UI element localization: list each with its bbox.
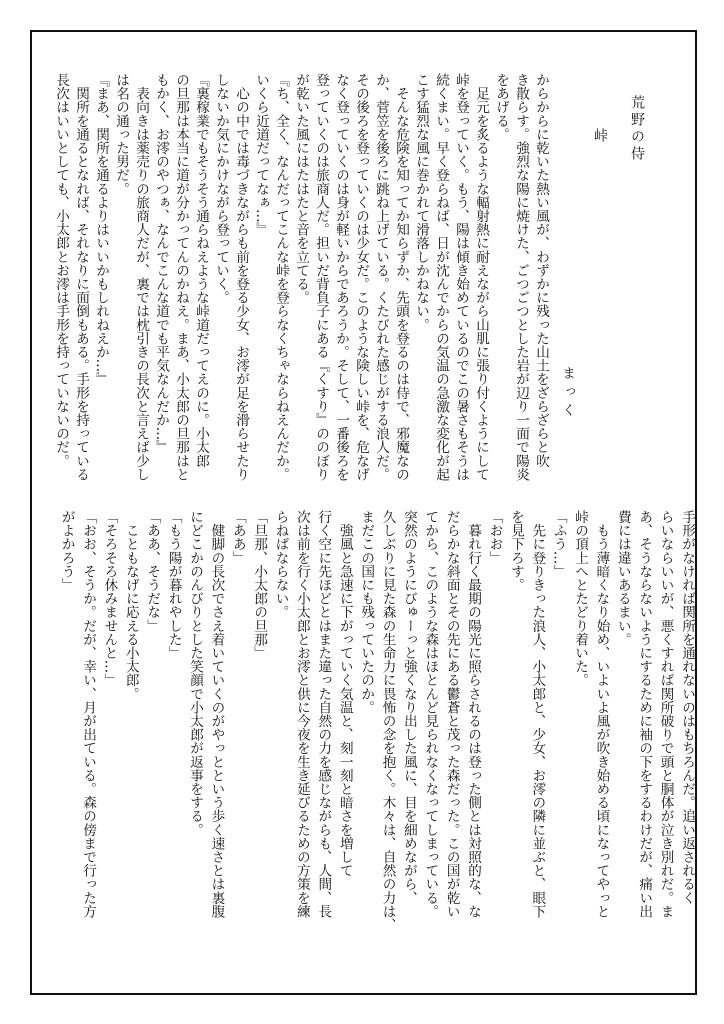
text-column: 「ああ」 xyxy=(229,510,246,565)
text-column: こともなげに応える小太郎。 xyxy=(122,510,139,701)
text-column: 長次はいいとしても、小太郎とお澪は手形を持っていないのだ。 xyxy=(53,73,69,468)
text-column: こす猛烈な風に巻かれて滑落しかねない。 xyxy=(413,73,429,332)
text-column: にどこかのんびりとした笑顔で小太郎が返事をする。 xyxy=(187,510,204,837)
text-column: き散らす。強烈な陽に焼けた、ごつごつとした岩が辺り一面で陽炎 xyxy=(513,73,529,481)
text-column: 「おお、そうか。だが、幸い、月が出ている。森の傍まで行った方 xyxy=(80,510,97,918)
lower-text-block xyxy=(55,510,697,940)
text-column: 関所を通るとなれば、それなりに面倒もある。手形を持っている xyxy=(73,73,89,481)
text-column: 心の中では毒づきながらも前を登る少女、お澪が足を滑らせたり xyxy=(233,73,249,481)
text-column: もう薄暗くなり始め、いよいよ風が吹き始める頃になってやっと xyxy=(593,510,610,918)
text-column: 強風と急速に下がっていく気温と、刻一刻と暗さを増して xyxy=(336,510,353,878)
text-column: か、菅笠を後ろに跳ね上げている。くたびれた感じがする浪人だ。 xyxy=(373,73,389,481)
text-column: 次は前を行く小太郎とお澪と供に今夜を生き延びるための方策を練 xyxy=(293,510,310,918)
text-column: 久しぶりに見た森の生命力に畏怖の念を抱く。木々は、自然の力は、 xyxy=(379,510,396,932)
text-column: 「旦那、小太郎の旦那」 xyxy=(251,510,268,660)
text-column: あ、そうならないようにするために袖の下をするわけだが、痛い出 xyxy=(636,510,653,918)
text-column: 登っていくのは旅商人だ。担いだ背負子にある『くすり』ののぼり xyxy=(313,73,329,481)
text-column: 健脚の長次でさえ着いていくのがやっとという歩く速さとは裏腹 xyxy=(208,510,225,918)
story-title: 荒野の侍 xyxy=(629,95,645,163)
text-column: は名の通った男だ。 xyxy=(113,73,129,196)
text-column: 『ち、全く、なんだってこんな峠を登らなくちゃならねえんだか。 xyxy=(273,73,289,481)
text-column: 足元を炙るような輻射熱に耐えながら山肌に張り付くようにして xyxy=(473,73,489,481)
text-column: 峠の頂上へとたどり着いた。 xyxy=(572,510,589,687)
text-column: らいならいいが、悪くすれば関所破りで頭と胴体が泣き別れだ。ま xyxy=(657,510,674,918)
text-column: 「ふう…」 xyxy=(550,510,567,578)
text-column: がよかろう」 xyxy=(58,510,75,592)
text-column: 続くまい。早く登らねば、日が沈んでからの気温の急激な変化が起 xyxy=(433,73,449,481)
text-column: 「そろそろ休みませんと…」 xyxy=(101,510,118,687)
text-column: 「もう陽が暮れやした」 xyxy=(165,510,182,660)
text-column: いくら近道だってなぁ…』 xyxy=(253,73,269,237)
text-column: 暮れ行く最期の陽光に照らされるのは登った側とは対照的な、な xyxy=(465,510,482,918)
text-column: そんな危険を知ってか知らずか、先頭を登るのは侍で、邪魔なの xyxy=(393,73,409,481)
text-column: らねばならない。 xyxy=(272,510,289,619)
text-column: を見下ろす。 xyxy=(507,510,524,592)
text-column: もかく、お澪のやつぁ、なんでこんな道でも平気なんだか…』 xyxy=(153,73,169,454)
upper-text-block xyxy=(51,73,551,503)
text-column: なく登っていくのは身が軽いからであろうか。そして、一番後ろを xyxy=(333,73,349,481)
chapter-title: 峠 xyxy=(592,128,608,142)
text-column: 峠を登っていく。もう、陽は傾き始めているのでこの暑さもそうは xyxy=(453,73,469,481)
text-column: 表向きは薬売りの旅商人だが、裏では枕引きの長次と言えば少し xyxy=(133,73,149,481)
text-column: が乾いた風にはたはたと音を立てる。 xyxy=(293,73,309,305)
text-column: 「ああ、そうだな」 xyxy=(144,510,161,633)
text-column: 手形がなければ関所を通れないのはもちろんだ。追い返されるく xyxy=(679,510,695,905)
text-column: まだこの国にも残っていたのか。 xyxy=(358,510,375,714)
text-column: からからに乾いた熱い風が、わずかに残った山土をざらざらと吹 xyxy=(533,73,549,468)
author-name: まっく xyxy=(559,366,575,422)
text-column: だらかな斜面とその先にある鬱蒼と茂った森だった。この国が乾い xyxy=(443,510,460,918)
text-column: をあげる。 xyxy=(493,73,509,141)
text-column: 『裏稼業でもそうそう通らねえような峠道だってえのに。小太郎 xyxy=(193,73,209,468)
text-column: 行く空に先ほどとはまた違った自然の力を感じながらも、人間、長 xyxy=(315,510,332,918)
text-column: 先に登りきった浪人、小太郎と、少女、お澪の隣に並ぶと、眼下 xyxy=(529,510,546,918)
text-column: 費には違いあるまい。 xyxy=(614,510,631,646)
text-column: 突然のようにびゅーっと強くなり出した風に、目を細めながら、 xyxy=(400,510,417,905)
text-column: の旦那は本当に道が分かってんのかねえ。まあ、小太郎の旦那はと xyxy=(173,73,189,481)
text-column: しないか気にかけながら登っていく。 xyxy=(213,73,229,305)
text-column: てから、このような森はほとんど見られなくなってしまっている。 xyxy=(422,510,439,918)
text-column: その後ろを登っていくのは少女だ。このような険しい峠を、危なげ xyxy=(353,73,369,481)
text-column: 「おお」 xyxy=(486,510,503,565)
text-column: 『まあ、関所を通るよりはいいかもしれねえか…』 xyxy=(93,73,109,386)
